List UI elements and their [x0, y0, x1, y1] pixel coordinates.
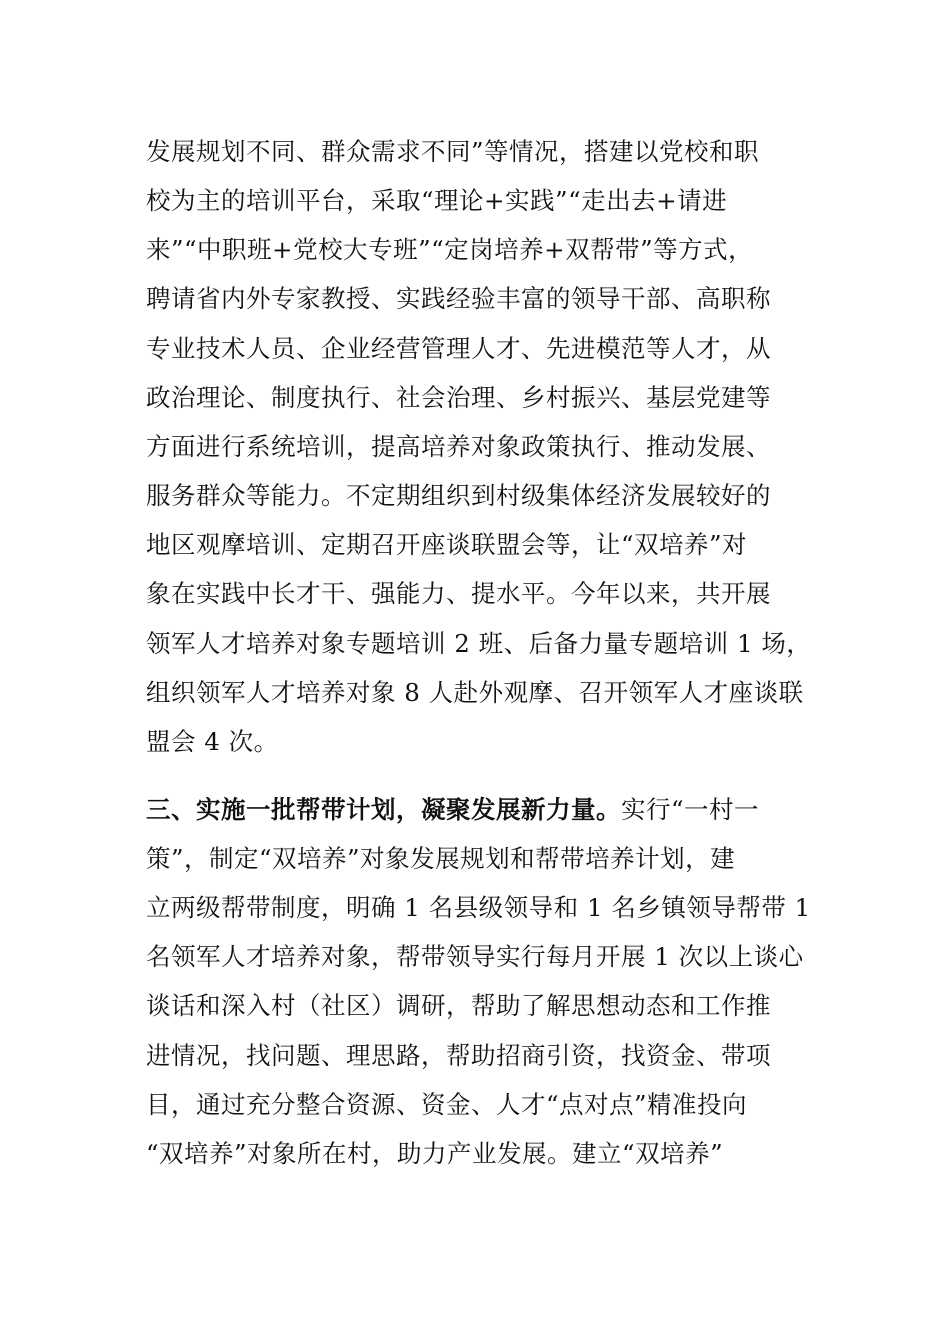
section-heading-line [146, 790, 826, 830]
text-line: 目，通过充分整合资源、资金、人才“点对点”精准投向 [146, 1090, 748, 1119]
text-line: 名领军人才培养对象，帮带领导实行每月开展 1 次以上谈心 [146, 942, 804, 971]
text-line: 领军人才培养对象专题培训 2 班、后备力量专题培训 1 场， [146, 629, 812, 658]
text-line: 组织领军人才培养对象 8 人赴外观摩、召开领军人才座谈联 [146, 678, 804, 707]
text-line: 校为主的培训平台，采取“理论+实践”“走出去+请进 [146, 186, 728, 215]
section-heading-continuation: 实行“一村一 [621, 795, 760, 824]
text-line: 地区观摩培训、定期召开座谈联盟会等，让“双培养”对 [146, 530, 748, 559]
text-line: 服务群众等能力。不定期组织到村级集体经济发展较好的 [146, 481, 771, 510]
text-line: 聘请省内外专家教授、实践经验丰富的领导干部、高职称 [146, 284, 771, 313]
text-line: 专业技术人员、企业经营管理人才、先进模范等人才，从 [146, 334, 771, 363]
text-line: 谈话和深入村（社区）调研，帮助了解思想动态和工作推 [146, 991, 771, 1020]
text-line: 发展规划不同、群众需求不同”等情况，搭建以党校和职 [146, 137, 760, 166]
text-line: 来”“中职班+党校大专班”“定岗培养+双帮带”等方式， [146, 235, 754, 264]
text-line: 方面进行系统培训，提高培养对象政策执行、推动发展、 [146, 432, 771, 461]
text-line: “双培养”对象所在村，助力产业发展。建立“双培养” [146, 1139, 724, 1168]
text-line: 立两级帮带制度，明确 1 名县级领导和 1 名乡镇领导帮带 1 [146, 893, 811, 922]
section-heading: 三、实施一批帮带计划，凝聚发展新力量。 [146, 795, 621, 824]
text-line: 盟会 4 次。 [146, 727, 279, 756]
text-line: 进情况，找问题、理思路，帮助招商引资，找资金、带项 [146, 1041, 771, 1070]
text-line: 策”，制定“双培养”对象发展规划和帮带培养计划，建 [146, 844, 736, 873]
text-line: 象在实践中长才干、强能力、提水平。今年以来，共开展 [146, 579, 771, 608]
text-line: 政治理论、制度执行、社会治理、乡村振兴、基层党建等 [146, 383, 771, 412]
